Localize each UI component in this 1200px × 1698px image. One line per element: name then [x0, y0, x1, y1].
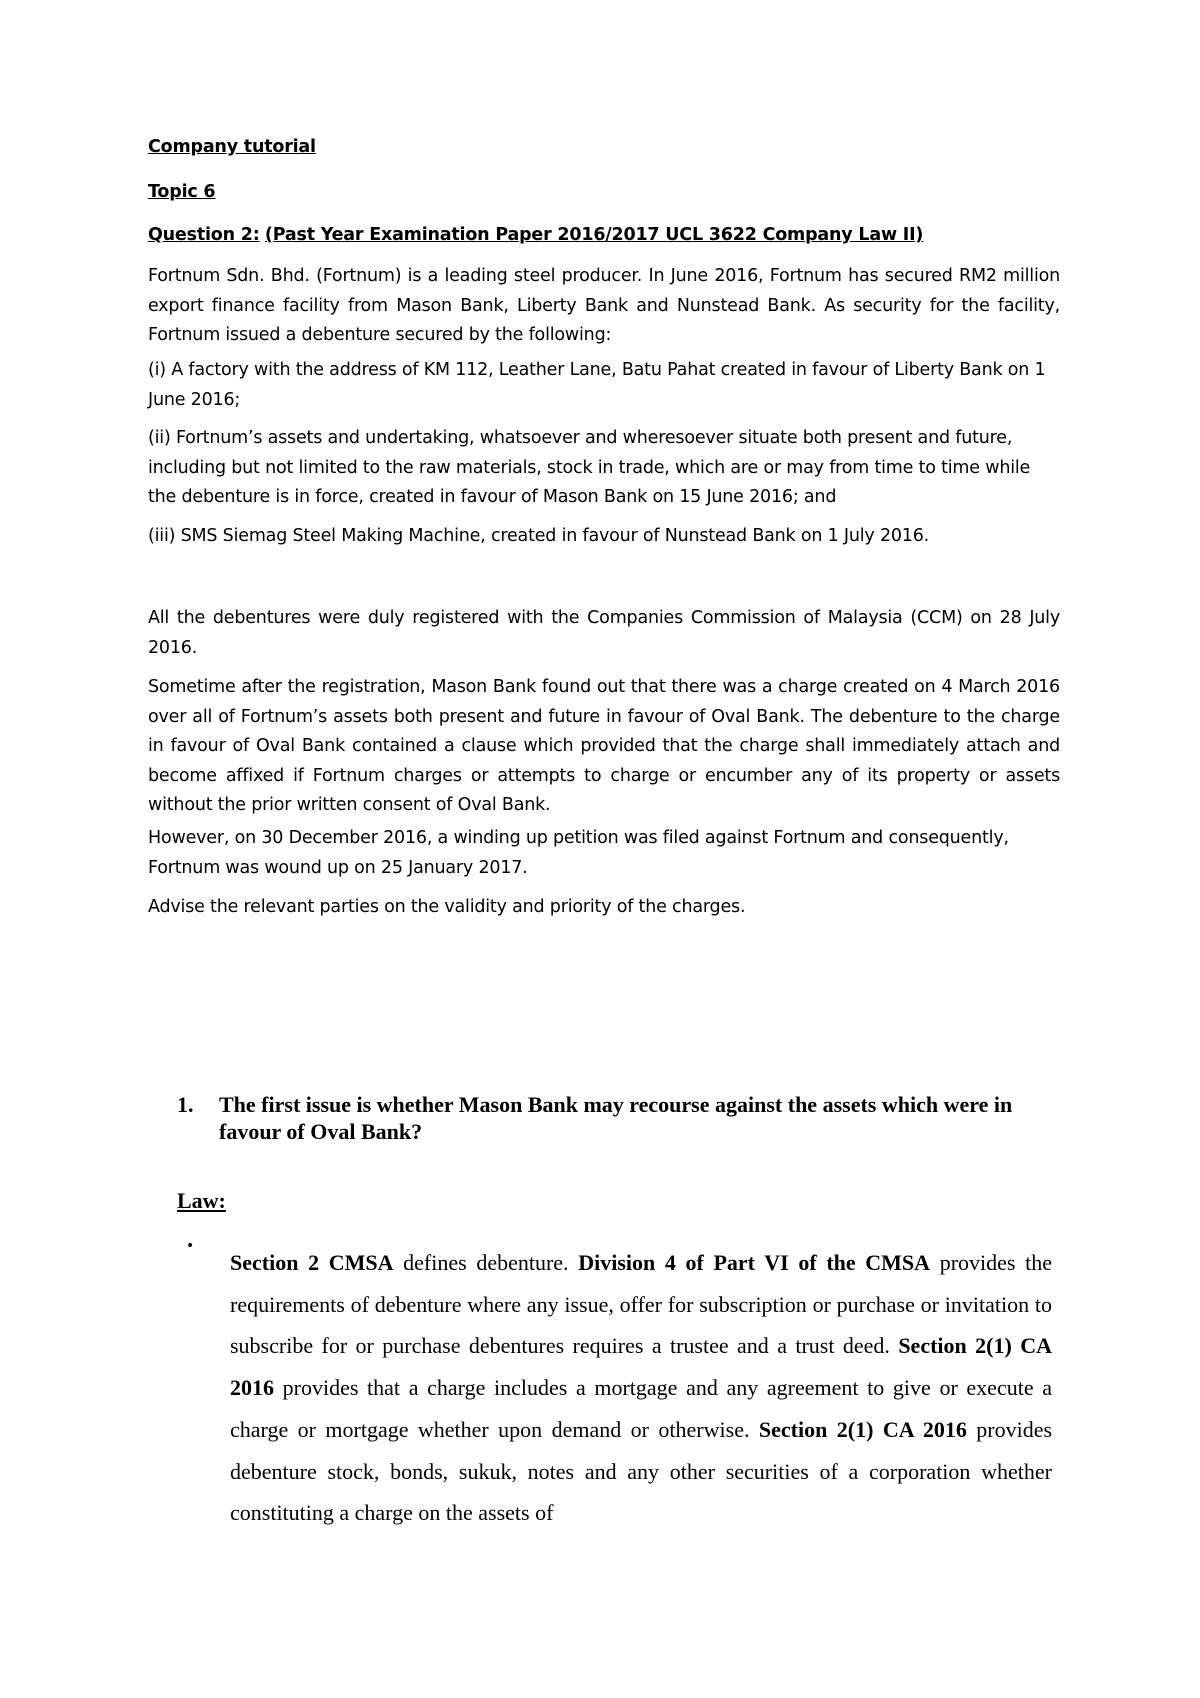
- issue-text: The first issue is whether Mason Bank may recourse against the assets which were in favour of Oval Bank?: [219, 1092, 1013, 1144]
- issue-heading: [177, 1091, 1057, 1145]
- ca-section-2-1-a: Section 2(1) CA 2016: [230, 1333, 1052, 1401]
- discovery-paragraph: Sometime after the registration, Mason Bank found out that there was a charge created on 4 March 2016 over all of Fortnum’s assets both present and future in favour of Oval Bank. The debenture to the charge in favour of Oval Bank contained a clause which provided that the charge shall immediately attach and become affixed if Fortnum charges or attempts to charge or encumber any of its property or assets without the prior written consent of Oval Bank.: [148, 677, 1060, 816]
- topic-label: Topic 6: [148, 182, 216, 202]
- law-text-1: defines debenture.: [393, 1250, 579, 1275]
- security-item-2: (ii) Fortnum’s assets and undertaking, whatsoever and wheresoever situate both present and future, including but not limited to the raw materials, stock in trade, which are or may from time to time while the debenture is in force, created in favour of Mason Bank on 15 June 2016; and: [148, 428, 1031, 508]
- law-text-4: provides debenture stock, bonds, sukuk, notes and any other securities of a corporation whether constituting a charge on the assets of: [230, 1416, 1053, 1526]
- cmsa-division-4: Division 4 of Part VI of the CMSA: [578, 1250, 931, 1275]
- law-heading: Law:: [177, 1188, 226, 1213]
- law-paragraph: [230, 1242, 1052, 1534]
- issue-number: 1.: [177, 1092, 194, 1117]
- task-paragraph: Advise the relevant parties on the validity and priority of the charges.: [148, 897, 746, 917]
- cmsa-section-2: Section 2 CMSA: [230, 1250, 394, 1275]
- bullet-icon: •: [186, 1238, 195, 1254]
- question-heading: [148, 225, 923, 245]
- registration-paragraph: All the debentures were duly registered with the Companies Commission of Malaysia (CCM) on 28 July 2016.: [148, 608, 1060, 658]
- security-item-3: (iii) SMS Siemag Steel Making Machine, created in favour of Nunstead Bank on 1 July 2016.: [148, 526, 930, 546]
- intro-paragraph: Fortnum Sdn. Bhd. (Fortnum) is a leading steel producer. In June 2016, Fortnum has secured RM2 million export finance facility from Mason Bank, Liberty Bank and Nunstead Bank. As security for the facility, Fortnum issued a debenture secured by the following:: [148, 266, 1060, 346]
- winding-up-paragraph: However, on 30 December 2016, a winding up petition was filed against Fortnum and consequently, Fortnum was wound up on 25 January 2017.: [148, 828, 1009, 878]
- document-title: Company tutorial: [148, 137, 316, 157]
- question-source: (Past Year Examination Paper 2016/2017 UCL 3622 Company Law II): [264, 225, 924, 245]
- law-text-2: provides the requirements of debenture where any issue, offer for subscription or purchase or invitation to subscribe for or purchase debentures requires a trustee and a trust deed.: [230, 1250, 1052, 1359]
- ca-section-2-1-b: Section 2(1) CA 2016: [758, 1416, 967, 1442]
- question-label: Question 2:: [148, 225, 260, 245]
- security-item-1: (i) A factory with the address of KM 112, Leather Lane, Batu Pahat created in favour of Liberty Bank on 1 June 2016;: [148, 360, 1046, 410]
- law-text-3: provides that a charge includes a mortgage and any agreement to give or execute a charge or mortgage whether upon demand or otherwise.: [230, 1375, 1052, 1442]
